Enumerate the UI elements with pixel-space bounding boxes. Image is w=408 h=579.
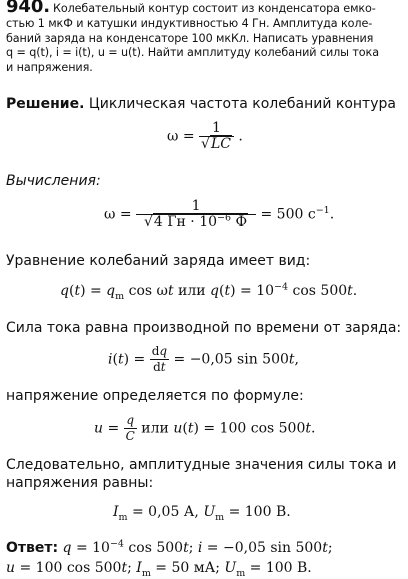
formula-voltage: u = $\frac{q}{C}$ или u(t) = 100 cos 500t. (94, 413, 316, 443)
answer-label: Ответ: (6, 540, 59, 556)
solution-intro: Циклическая частота колебаний контура (88, 96, 396, 112)
calc-label: Вычисления: (6, 173, 101, 189)
solution-label: Решение. (6, 96, 85, 112)
charge-eq-intro: Уравнение колебаний заряда имеет вид: (6, 253, 311, 269)
formula-current: i(t) = $\frac{dq}{dt}$ = −0,05 sin 500t, (108, 344, 299, 374)
current-intro: Сила тока равна производной по времени от заряда: (6, 320, 402, 336)
problem-number: 940. (6, 0, 51, 17)
problem-line-5: и напряжения. (6, 61, 93, 75)
problem-line-3: баний заряда на конденсаторе 100 мкКл. Написать уравнения (6, 31, 374, 45)
amplitudes-intro: Следовательно, амплитудные значения силы тока и напряжения равны: (6, 457, 397, 491)
problem-statement (6, 0, 404, 76)
voltage-intro: напряжение определяется по формуле: (6, 388, 304, 404)
problem-line-2: стью 1 мкФ и катушки индуктивностью 4 Гн. Амплитуда коле- (6, 16, 373, 30)
formula-omega-numeric: ω = $\frac{1}{√4 Гн \cdot 10^{-6} Ф}$ = 500 $с^{-1}$. (104, 198, 335, 230)
formula-charge: $q(t) = q_m$ cos ωt или $q(t) = 10^{-4}$ cos 500t. (60, 281, 358, 302)
problem-line-4: q = q(t), i = i(t), u = u(t). Найти амплитуду колебаний силы тока (6, 46, 379, 60)
formula-omega: ω = $\frac{1}{√LC}$ . (167, 120, 243, 152)
solution-heading (6, 95, 396, 113)
problem-line-1: 940. Колебательный контур состоит из конденсатора емко- (6, 0, 404, 17)
answer-block: Ответ: $q = 10^{-4}$ cos 500t; i = −0,05 sin 500t; u = 100 cos 500t; $I_m = 50$ мА; $U_m = 100$ В. (6, 538, 333, 579)
formula-amplitudes: $I_m = 0,05$ А, $U_m = 100$ В. (113, 504, 291, 523)
